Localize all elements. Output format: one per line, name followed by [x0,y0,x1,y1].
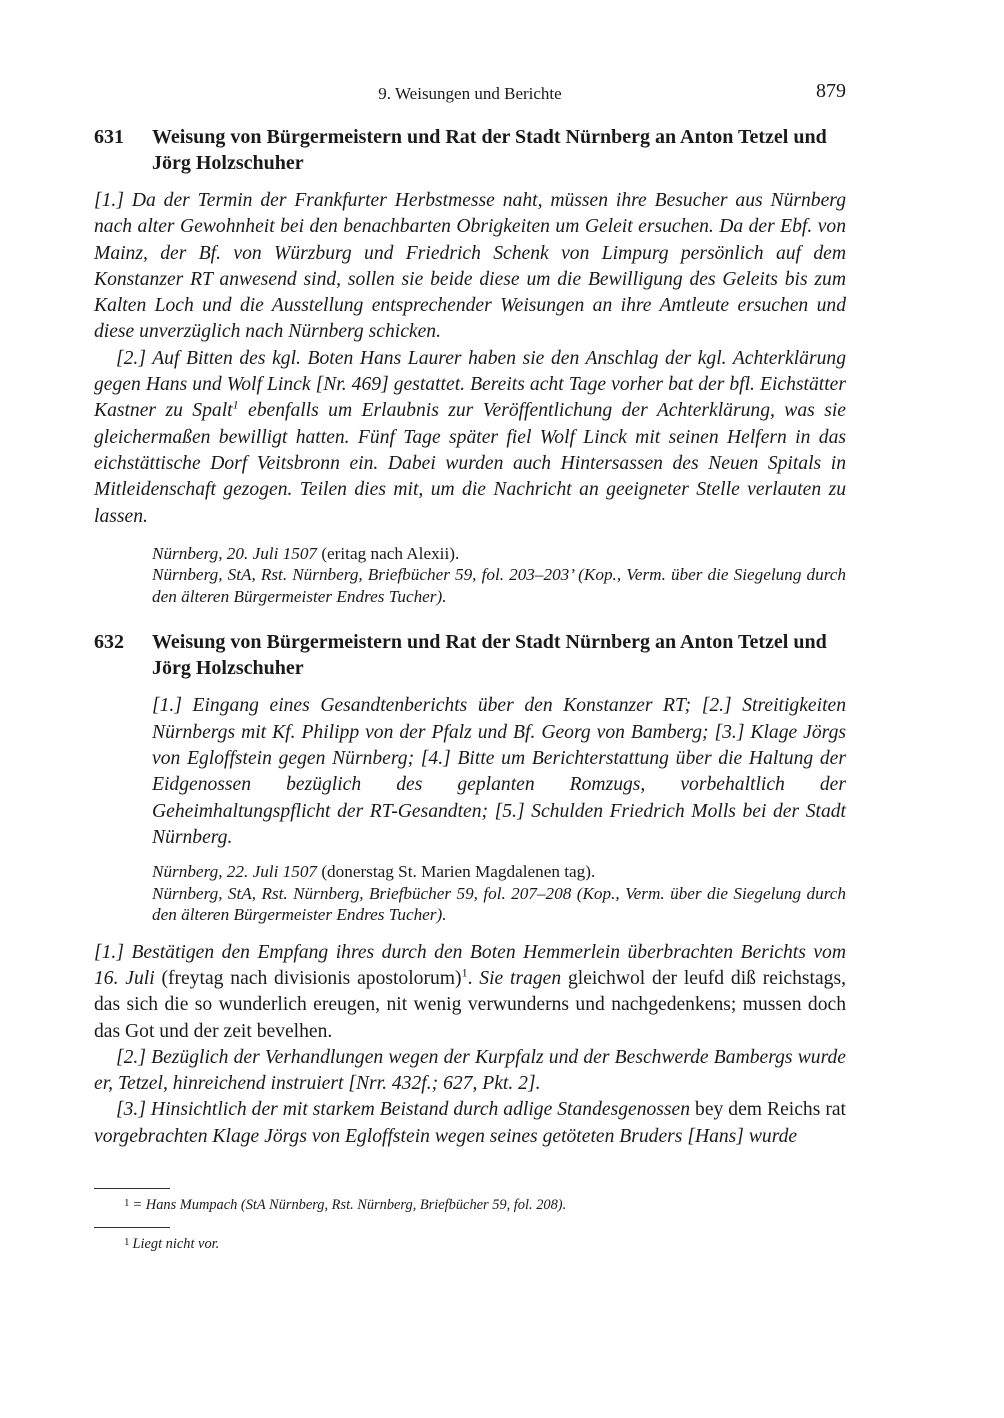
paragraph-1: [1.] Bestätigen den Empfang ihres durch den Boten Hemmerlein überbrachten Berichts vom 16. Juli (freytag nach divisionis apostolorum)$^1$. Sie tragen gleichwol der leufd diß reichstags, das sich die so wunderlich ereugen, nit wenig verwunderns und nachgedenkens; mussen doch das Got und der zeit bevelhen. [94,941,846,1042]
paragraph-3-original: bey dem Reichs rat [690,1099,846,1121]
paragraph-2-text-a: [2.] Auf Bitten des kgl. Boten Hans Laurer haben sie den Anschlag der kgl. Achterklärung gegen Hans und Wolf Linck [Nr. 469] gestattet. Bereits acht Tage vorher bat der bfl. Eichstätter Kastner zu Spalt [94,347,846,422]
date-place: Nürnberg, 22. Juli 1507 [152,862,318,882]
footnotes [94,1188,846,1254]
paragraph-2-text-b: ebenfalls um Erlaubnis zur Veröffentlichung der Achterklärung, was sie gleichermaßen bewilligt hatten. Fünf Tage später fiel Wolf Linck mit seinen Helfern in das eichstättische Dorf Veitsbronn ein. Dabei wurden auch Hintersassen des Neuen Spitals in Mitleidenschaft gezogen. Teilen dies mit, um die Nachricht an geeigneter Stelle verlauten zu lassen. [94,400,846,527]
footnote-mark: 1 [124,1197,130,1209]
paragraph-3-regest: [3.] Hinsichtlich der mit starkem Beistand durch adlige Standesgenossen [116,1099,691,1121]
footnote [94,1232,846,1254]
footnote [94,1193,846,1215]
source-note: Nürnberg, StA, Rst. Nürnberg, Briefbücher 59, fol. 207–208 (Kop., Verm. über die Siegelung durch den älteren Bürgermeister Endres Tucher). [152,883,846,925]
paragraph-1-original-2: gleichwol der leufd diß reichstags, das sich die so wunderlich ereugen, nit wenig verwunderns und nachgedenkens; mussen doch das Got und der zeit bevelhen. [94,967,846,1042]
paragraph-2 [94,346,846,530]
paragraph-1-regest: [1.] Bestätigen den Empfang ihres durch den Boten Hemmerlein überbrachten Berichts vom 16. Juli [94,941,846,989]
page-number: 879 [816,80,846,102]
document-number: 631 [94,126,124,148]
date-line [152,861,846,883]
running-title: 9. Weisungen und Berichte [378,84,562,103]
document-heading [94,124,846,176]
footnote-ref: 1 [461,965,468,980]
document-632 [94,629,846,1150]
footnote-rule [94,1188,170,1189]
footnote-rule [94,1227,170,1228]
footnote-text: Liegt nicht vor. [132,1236,220,1252]
date-original: (donerstag St. Marien Magdalenen tag). [317,862,596,882]
document-heading [94,629,846,681]
date-original: (eritag nach Alexii). [317,543,460,563]
regest: [1.] Eingang eines Gesandtenberichts über den Konstanzer RT; [2.] Streitigkeiten Nürnbergs mit Kf. Philipp von der Pfalz und Bf. Georg von Bamberg; [3.] Klage Jörgs von Egloffstein gegen Nürnberg; [4.] Bitte um Berichterstattung über die Haltung der Eidgenossen bezüglich des geplanten Romzugs, vorbehaltlich der Geheimhaltungspflicht der RT-Gesandten; [5.] Schulden Friedrich Molls bei der Stadt Nürnberg. [152,695,846,848]
paragraph-1-regest-2: Sie tragen [472,967,562,989]
date-line [152,543,846,565]
document-631 [94,124,846,607]
footnote-ref: 1 [232,397,239,412]
dating-block [152,861,846,926]
paragraph-3-regest-2: vorgebrachten Klage Jörgs von Egloffstein wegen seines getöteten Bruders [Hans] wurde [94,1125,798,1147]
paragraph-1: [1.] Da der Termin der Frankfurter Herbstmesse naht, müssen ihre Besucher aus Nürnberg nach alter Gewohnheit bei den benachbarten Obrigkeiten um Geleit ersuchen. Da der Ebf. von Mainz, der Bf. von Würzburg und Friedrich Schenk von Limpurg persönlich auf dem Konstanzer RT anwesend sind, sollen sie beide diese um die Bewilligung des Geleits bis zum Kalten Loch und die Ausstellung entsprechender Weisungen an ihre Amtleute ersuchen und diese unverzüglich nach Nürnberg schicken. [94,190,846,343]
document-title: Weisung von Bürgermeistern und Rat der Stadt Nürnberg an Anton Tetzel und Jörg Holzschuher [152,631,827,680]
footnote-mark: 1 [124,1236,130,1248]
document-title: Weisung von Bürgermeistern und Rat der Stadt Nürnberg an Anton Tetzel und Jörg Holzschuher [152,126,827,174]
source-note: Nürnberg, StA, Rst. Nürnberg, Briefbücher 59, fol. 203–203’ (Kop., Verm. über die Siegelung durch den älteren Bürgermeister Endres Tucher). [152,565,846,606]
date-place: Nürnberg, 20. Juli 1507 [152,543,318,563]
document-page [94,78,846,1252]
running-head [94,78,846,110]
paragraph-2: [2.] Bezüglich der Verhandlungen wegen der Kurpfalz und der Beschwerde Bambergs wurde er, Tetzel, hinreichend instruiert [Nrr. 432f.; 627, Pkt. 2]. [94,1046,846,1095]
dating-block [152,543,846,608]
paragraph-1-original: (freytag nach divisionis apostolorum) [154,967,462,989]
paragraph-3 [94,1097,846,1150]
document-body [94,940,846,1150]
footnote-text: = Hans Mumpach (StA Nürnberg, Rst. Nürnberg, Briefbücher 59, fol. 208). [132,1197,567,1213]
document-number: 632 [94,631,124,654]
